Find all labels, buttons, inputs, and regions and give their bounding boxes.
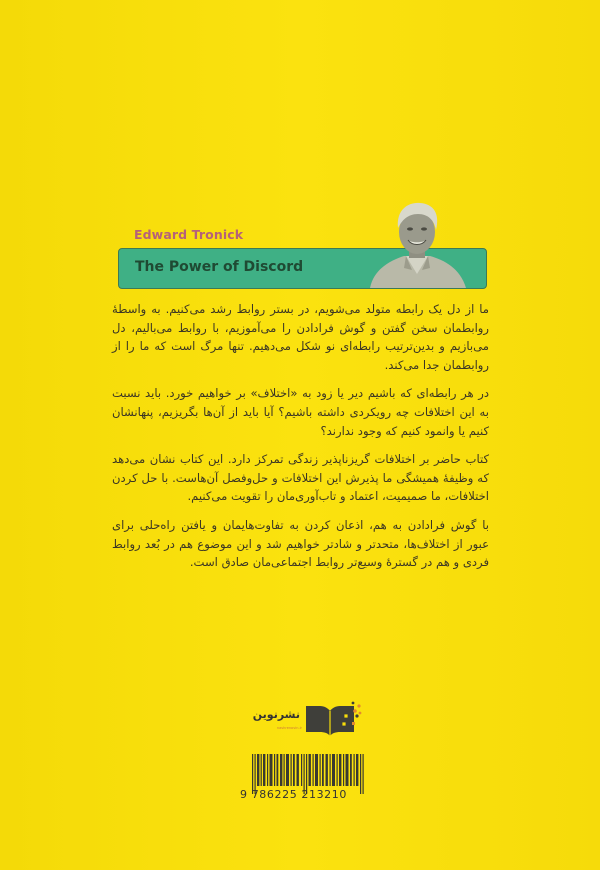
publisher-name: نشرنوین [252, 708, 300, 721]
blurb-paragraph-4: با گوش فرادادن به هم، اذعان کردن به تفاوت‌هایمان و یافتن راه‌حلی برای عبور از اختلاف‌ها، متحدتر و شادتر خواهیم شد و این موضوع هم در بُعد روابط فردی و هم در گسترهٔ وسیع‌تر روابط اجتماعی‌مان صادق است. [112, 517, 489, 570]
author-name: Edward Tronick [134, 227, 244, 242]
blurb-paragraph-1: ما از دل یک رابطه متولد می‌شویم، در بستر روابط رشد می‌کنیم. به واسطهٔ روابطمان سخن گفتن و گوش فرادادن را می‌آموزیم، با روابط می‌بالیم، دل می‌بازیم و بدین‌ترتیب رابطه‌ای نو شکل می‌دهیم. تنها مرگ است که ما را از روابطمان جدا می‌کند. [112, 302, 489, 372]
blurb-text [112, 300, 489, 582]
open-book-icon [304, 700, 362, 738]
publisher-logo-block [250, 700, 365, 738]
isbn-number: 9 786225 213210 [240, 788, 347, 801]
blurb-paragraph-3: کتاب حاضر بر اختلافات گریزناپذیر زندگی تمرکز دارد. این کتاب نشان می‌دهد که وظیفهٔ همیشگی ما پذیرش این اختلافات و حل‌وفصل آن‌هاست. با حل کردن اختلافات، ما صمیمیت، اعتماد و تاب‌آوری‌مان را تقویت می‌کنیم. [112, 452, 489, 504]
book-title: The Power of Discord [135, 259, 304, 275]
blurb-paragraph-2: در هر رابطه‌ای که باشیم دیر یا زود به «اختلاف» بر خواهیم خورد. باید نسبت به این اختلافات چه رویکردی داشته باشیم؟ آیا باید از آن‌ها بگریزیم، پنهانشان کنیم یا وانمود کنیم که وجود ندارند؟ [112, 386, 489, 438]
author-portrait [362, 198, 472, 288]
publisher-url: nashrenovin.ir [276, 726, 302, 730]
